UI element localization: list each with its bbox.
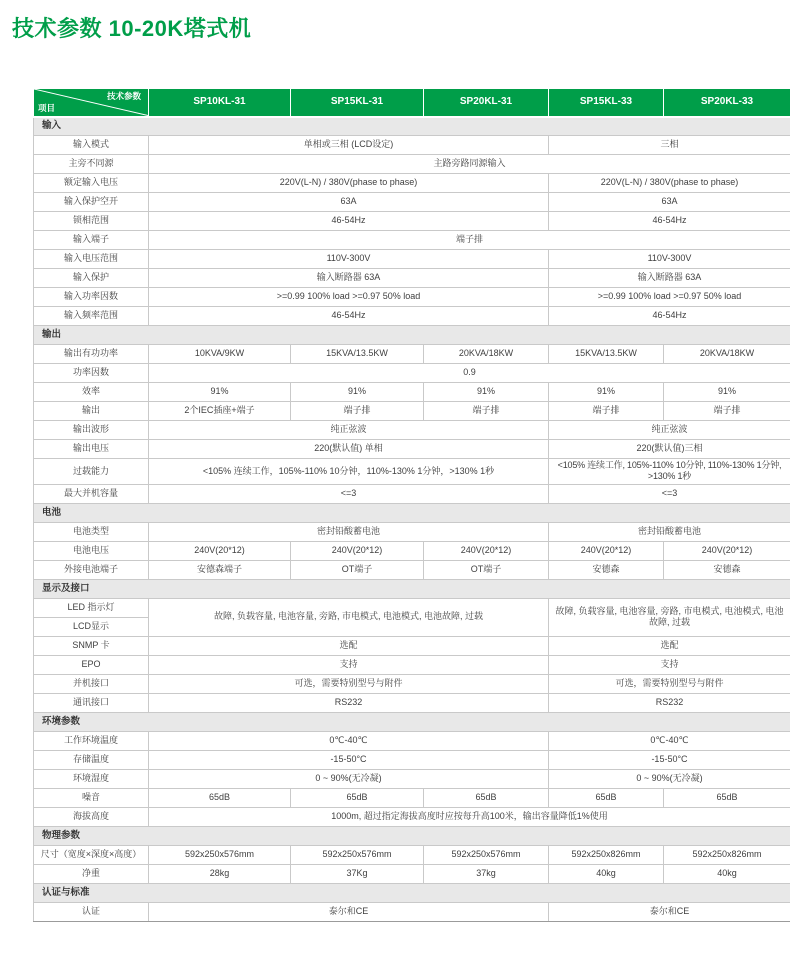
table-row bbox=[34, 902, 790, 921]
value-cell: 端子排 bbox=[664, 402, 790, 421]
value-cell: 65dB bbox=[149, 788, 291, 807]
row-label: 尺寸（宽度×深度×高度） bbox=[34, 845, 149, 864]
value-cell: <=3 bbox=[149, 484, 549, 503]
row-label: 噪音 bbox=[34, 788, 149, 807]
value-cell: <=3 bbox=[549, 484, 790, 503]
row-label: 锁相范围 bbox=[34, 212, 149, 231]
value-cell: 65dB bbox=[291, 788, 424, 807]
section-header: 认证与标准 bbox=[34, 883, 790, 902]
value-cell: 20KVA/18KW bbox=[664, 345, 790, 364]
model-header: SP15KL-33 bbox=[549, 89, 664, 117]
value-cell: 91% bbox=[291, 383, 424, 402]
value-cell: OT端子 bbox=[424, 560, 549, 579]
value-cell: 故障, 负载容量, 电池容量, 旁路, 市电模式, 电池模式, 电池故障, 过载 bbox=[549, 598, 790, 636]
value-cell: RS232 bbox=[149, 693, 549, 712]
value-cell: 91% bbox=[664, 383, 790, 402]
value-cell: 592x250x826mm bbox=[549, 845, 664, 864]
section-row bbox=[34, 117, 790, 136]
table-row bbox=[34, 484, 790, 503]
row-label: 并机接口 bbox=[34, 674, 149, 693]
value-cell: 91% bbox=[424, 383, 549, 402]
value-cell: 220(默认值)三相 bbox=[549, 440, 790, 459]
value-cell: 纯正弦波 bbox=[149, 421, 549, 440]
row-label: 输入电压范围 bbox=[34, 250, 149, 269]
section-header: 环境参数 bbox=[34, 712, 790, 731]
model-header: SP10KL-31 bbox=[149, 89, 291, 117]
value-cell: 40kg bbox=[549, 864, 664, 883]
value-cell: 46-54Hz bbox=[149, 212, 549, 231]
value-cell: >=0.99 100% load >=0.97 50% load bbox=[549, 288, 790, 307]
value-cell: 46-54Hz bbox=[149, 307, 549, 326]
table-row bbox=[34, 440, 790, 459]
section-row bbox=[34, 503, 790, 522]
model-header: SP20KL-31 bbox=[424, 89, 549, 117]
value-cell: 1000m, 超过指定海拔高度时应按每升高100米，输出容量降低1%使用 bbox=[149, 807, 790, 826]
value-cell: 0℃-40℃ bbox=[149, 731, 549, 750]
value-cell: 端子排 bbox=[149, 231, 790, 250]
value-cell: 0 ~ 90%(无冷凝) bbox=[549, 769, 790, 788]
row-label: 过载能力 bbox=[34, 459, 149, 485]
value-cell: 10KVA/9KW bbox=[149, 345, 291, 364]
row-label: 输出波形 bbox=[34, 421, 149, 440]
model-header: SP20KL-33 bbox=[664, 89, 790, 117]
table-row bbox=[34, 522, 790, 541]
table-row bbox=[34, 788, 790, 807]
value-cell: 密封铅酸蓄电池 bbox=[549, 522, 790, 541]
spec-table bbox=[33, 88, 790, 922]
row-label: 电池电压 bbox=[34, 541, 149, 560]
table-row bbox=[34, 364, 790, 383]
table-row bbox=[34, 598, 790, 617]
section-row bbox=[34, 826, 790, 845]
value-cell: 支持 bbox=[149, 655, 549, 674]
page-title: 技术参数 10-20K塔式机 bbox=[12, 12, 790, 43]
row-label: 存储温度 bbox=[34, 750, 149, 769]
value-cell: 选配 bbox=[549, 636, 790, 655]
table-row bbox=[34, 345, 790, 364]
table-row bbox=[34, 250, 790, 269]
value-cell: 端子排 bbox=[291, 402, 424, 421]
section-header: 输入 bbox=[34, 117, 790, 136]
row-label: 输入端子 bbox=[34, 231, 149, 250]
table-row bbox=[34, 421, 790, 440]
value-cell: 28kg bbox=[149, 864, 291, 883]
value-cell: 安德森 bbox=[549, 560, 664, 579]
table-row bbox=[34, 212, 790, 231]
table-row bbox=[34, 807, 790, 826]
section-row bbox=[34, 579, 790, 598]
value-cell: 端子排 bbox=[549, 402, 664, 421]
value-cell: 输入断路器 63A bbox=[549, 269, 790, 288]
value-cell: 240V(20*12) bbox=[549, 541, 664, 560]
value-cell: <105% 连续工作，105%-110% 10分钟，110%-130% 1分钟，>130% 1秒 bbox=[149, 459, 549, 485]
table-row bbox=[34, 402, 790, 421]
value-cell: 密封铅酸蓄电池 bbox=[149, 522, 549, 541]
row-label: 效率 bbox=[34, 383, 149, 402]
value-cell: 240V(20*12) bbox=[291, 541, 424, 560]
value-cell: -15-50°C bbox=[149, 750, 549, 769]
value-cell: 主路旁路同源输入 bbox=[149, 155, 790, 174]
row-label: 环境湿度 bbox=[34, 769, 149, 788]
table-row bbox=[34, 269, 790, 288]
corner-cell bbox=[34, 89, 149, 117]
value-cell: OT端子 bbox=[291, 560, 424, 579]
value-cell: 110V-300V bbox=[549, 250, 790, 269]
table-row bbox=[34, 845, 790, 864]
row-label: 输入频率范围 bbox=[34, 307, 149, 326]
table-row bbox=[34, 459, 790, 485]
value-cell: >=0.99 100% load >=0.97 50% load bbox=[149, 288, 549, 307]
value-cell: RS232 bbox=[549, 693, 790, 712]
value-cell: 0 ~ 90%(无冷凝) bbox=[149, 769, 549, 788]
table-row bbox=[34, 541, 790, 560]
corner-label-parameters: 技术参数 bbox=[107, 91, 141, 102]
value-cell: 0℃-40℃ bbox=[549, 731, 790, 750]
value-cell: -15-50°C bbox=[549, 750, 790, 769]
value-cell: 15KVA/13.5KW bbox=[549, 345, 664, 364]
row-label: 输入模式 bbox=[34, 136, 149, 155]
value-cell: 46-54Hz bbox=[549, 307, 790, 326]
value-cell: 泰尔和CE bbox=[149, 902, 549, 921]
row-label: 净重 bbox=[34, 864, 149, 883]
table-row bbox=[34, 155, 790, 174]
corner-label-item: 项目 bbox=[38, 103, 55, 114]
table-row bbox=[34, 231, 790, 250]
table-row bbox=[34, 383, 790, 402]
section-row bbox=[34, 712, 790, 731]
value-cell: 592x250x826mm bbox=[664, 845, 790, 864]
value-cell: 可选，需要特别型号与附件 bbox=[549, 674, 790, 693]
value-cell: 240V(20*12) bbox=[664, 541, 790, 560]
row-label: LED 指示灯 bbox=[34, 598, 149, 617]
value-cell: 37Kg bbox=[291, 864, 424, 883]
value-cell: 2个IEC插座+端子 bbox=[149, 402, 291, 421]
row-label: 主旁不同源 bbox=[34, 155, 149, 174]
value-cell: <105% 连续工作, 105%-110% 10分钟, 110%-130% 1分钟, >130% 1秒 bbox=[549, 459, 790, 485]
row-label: 输入保护 bbox=[34, 269, 149, 288]
row-label: 输入保护空开 bbox=[34, 193, 149, 212]
table-row bbox=[34, 655, 790, 674]
value-cell: 15KVA/13.5KW bbox=[291, 345, 424, 364]
value-cell: 91% bbox=[549, 383, 664, 402]
model-header: SP15KL-31 bbox=[291, 89, 424, 117]
row-label: 电池类型 bbox=[34, 522, 149, 541]
value-cell: 37kg bbox=[424, 864, 549, 883]
value-cell: 40kg bbox=[664, 864, 790, 883]
row-label: LCD显示 bbox=[34, 617, 149, 636]
table-row bbox=[34, 769, 790, 788]
value-cell: 故障, 负载容量, 电池容量, 旁路, 市电模式, 电池模式, 电池故障, 过载 bbox=[149, 598, 549, 636]
table-row bbox=[34, 288, 790, 307]
row-label: SNMP 卡 bbox=[34, 636, 149, 655]
value-cell: 选配 bbox=[149, 636, 549, 655]
value-cell: 63A bbox=[149, 193, 549, 212]
row-label: 输出有功功率 bbox=[34, 345, 149, 364]
value-cell: 240V(20*12) bbox=[424, 541, 549, 560]
row-label: 海拔高度 bbox=[34, 807, 149, 826]
row-label: 工作环境温度 bbox=[34, 731, 149, 750]
table-row bbox=[34, 864, 790, 883]
value-cell: 65dB bbox=[549, 788, 664, 807]
table-row bbox=[34, 193, 790, 212]
table-row bbox=[34, 136, 790, 155]
value-cell: 110V-300V bbox=[149, 250, 549, 269]
value-cell: 220V(L-N) / 380V(phase to phase) bbox=[149, 174, 549, 193]
table-row bbox=[34, 674, 790, 693]
value-cell: 46-54Hz bbox=[549, 212, 790, 231]
row-label: 通讯接口 bbox=[34, 693, 149, 712]
value-cell: 63A bbox=[549, 193, 790, 212]
table-row bbox=[34, 693, 790, 712]
value-cell: 220V(L-N) / 380V(phase to phase) bbox=[549, 174, 790, 193]
value-cell: 输入断路器 63A bbox=[149, 269, 549, 288]
value-cell: 20KVA/18KW bbox=[424, 345, 549, 364]
row-label: 功率因数 bbox=[34, 364, 149, 383]
value-cell: 端子排 bbox=[424, 402, 549, 421]
row-label: 输出 bbox=[34, 402, 149, 421]
section-header: 显示及接口 bbox=[34, 579, 790, 598]
section-header: 输出 bbox=[34, 326, 790, 345]
row-label: EPO bbox=[34, 655, 149, 674]
value-cell: 纯正弦波 bbox=[549, 421, 790, 440]
value-cell: 65dB bbox=[664, 788, 790, 807]
table-row bbox=[34, 560, 790, 579]
table-row bbox=[34, 174, 790, 193]
row-label: 最大并机容量 bbox=[34, 484, 149, 503]
value-cell: 三相 bbox=[549, 136, 790, 155]
value-cell: 单相或三相 (LCD设定) bbox=[149, 136, 549, 155]
value-cell: 0.9 bbox=[149, 364, 790, 383]
value-cell: 65dB bbox=[424, 788, 549, 807]
row-label: 输出电压 bbox=[34, 440, 149, 459]
row-label: 输入功率因数 bbox=[34, 288, 149, 307]
value-cell: 可选，需要特别型号与附件 bbox=[149, 674, 549, 693]
table-row bbox=[34, 307, 790, 326]
section-row bbox=[34, 883, 790, 902]
value-cell: 泰尔和CE bbox=[549, 902, 790, 921]
value-cell: 91% bbox=[149, 383, 291, 402]
value-cell: 592x250x576mm bbox=[291, 845, 424, 864]
section-header: 电池 bbox=[34, 503, 790, 522]
value-cell: 592x250x576mm bbox=[424, 845, 549, 864]
section-header: 物理参数 bbox=[34, 826, 790, 845]
value-cell: 安德森 bbox=[664, 560, 790, 579]
section-row bbox=[34, 326, 790, 345]
table-row bbox=[34, 750, 790, 769]
row-label: 认证 bbox=[34, 902, 149, 921]
value-cell: 支持 bbox=[549, 655, 790, 674]
table-header-row bbox=[34, 89, 790, 117]
row-label: 外接电池端子 bbox=[34, 560, 149, 579]
value-cell: 240V(20*12) bbox=[149, 541, 291, 560]
row-label: 额定输入电压 bbox=[34, 174, 149, 193]
table-row bbox=[34, 636, 790, 655]
value-cell: 220(默认值) 单相 bbox=[149, 440, 549, 459]
value-cell: 592x250x576mm bbox=[149, 845, 291, 864]
table-row bbox=[34, 731, 790, 750]
value-cell: 安德森端子 bbox=[149, 560, 291, 579]
